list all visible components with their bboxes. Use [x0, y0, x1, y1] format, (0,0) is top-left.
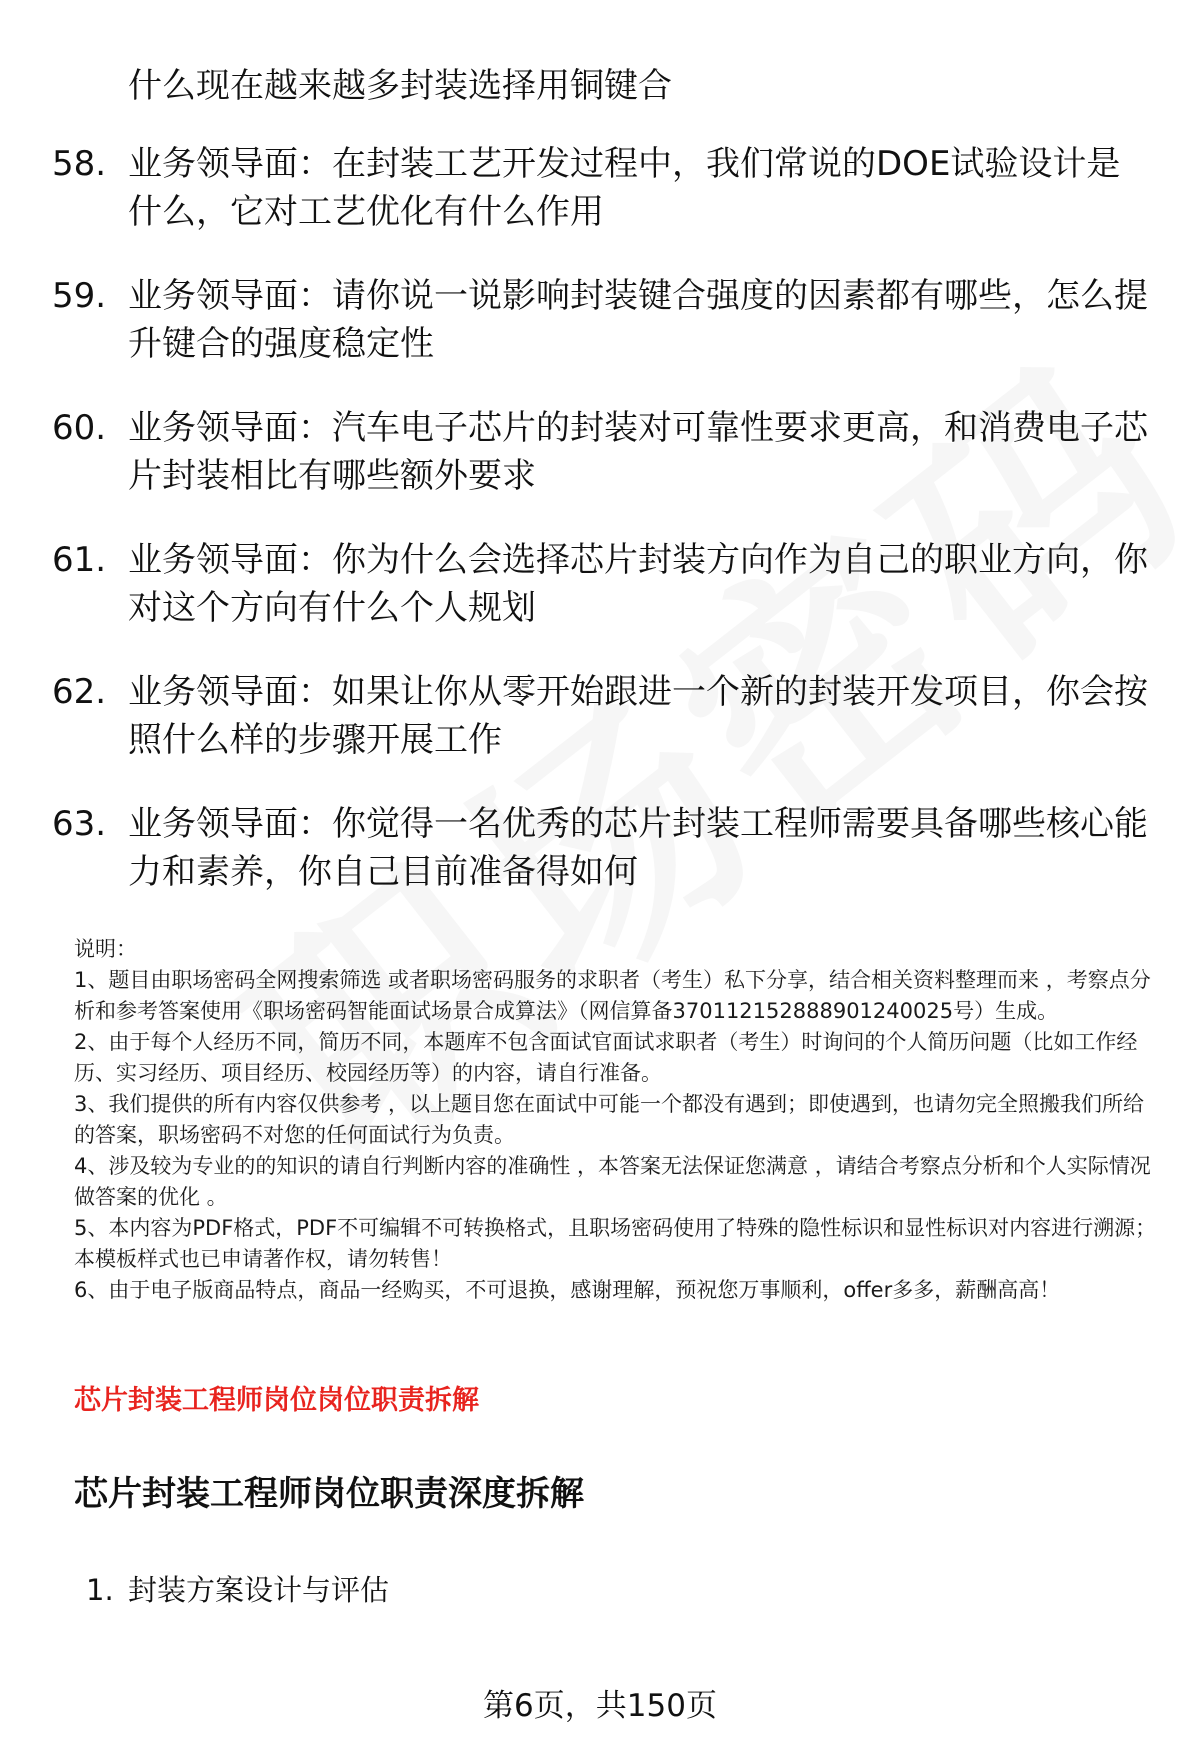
question-number: 58. [52, 144, 107, 184]
question-item [0, 536, 1200, 668]
note-item: 3、我们提供的所有内容仅供参考 ，以上题目您在面试中可能一个都没有遇到；即使遇到，也请勿完全照搬我们所给的答案，职场密码不对您的任何面试行为负责。 [74, 1092, 1145, 1147]
responsibility-list-item [86, 1568, 389, 1609]
question-item [0, 668, 1200, 800]
section-subheading: 芯片封装工程师岗位职责深度拆解 [74, 1474, 584, 1514]
question-item [0, 800, 1200, 932]
question-number: 60. [52, 408, 107, 448]
question-number: 62. [52, 672, 107, 712]
question-number: 63. [52, 804, 107, 844]
question-text: 业务领导面：在封装工艺开发过程中，我们常说的DOE试验设计是什么，它对工艺优化有什么作用 [128, 144, 1121, 232]
note-item: 4、涉及较为专业的的知识的请自行判断内容的准确性 ，本答案无法保证您满意 ，请结合考察点分析和个人实际情况做答案的优化 。 [74, 1154, 1151, 1209]
disclaimer-notes [74, 934, 1164, 1306]
question-number: 61. [52, 540, 107, 580]
note-item: 5、本内容为PDF格式，PDF不可编辑不可转换格式，且职场密码使用了特殊的隐性标识和显性标识对内容进行溯源；本模板样式也已申请著作权，请勿转售！ [74, 1216, 1157, 1271]
section-heading-red: 芯片封装工程师岗位岗位职责拆解 [74, 1385, 479, 1416]
question-text: 业务领导面：请你说一说影响封装键合强度的因素都有哪些，怎么提升键合的强度稳定性 [128, 276, 1148, 364]
question-text: 业务领导面：你为什么会选择芯片封装方向作为自己的职业方向，你对这个方向有什么个人规划 [128, 540, 1148, 628]
question-item [0, 140, 1200, 272]
question-item [0, 272, 1200, 404]
question-text: 业务领导面：汽车电子芯片的封装对可靠性要求更高，和消费电子芯片封装相比有哪些额外要求 [128, 408, 1148, 496]
question-item [0, 404, 1200, 536]
question-text: 业务领导面：你觉得一名优秀的芯片封装工程师需要具备哪些核心能力和素养，你自己目前准备得如何 [128, 804, 1148, 892]
page-footer: 第6页，共150页 [483, 1688, 717, 1724]
note-item: 1、题目由职场密码全网搜索筛选 或者职场密码服务的求职者（考生）私下分享，结合相关资料整理而来 ，考察点分析和参考答案使用《职场密码智能面试场景合成算法》（网信算备370112152888901240025号）生成。 [74, 968, 1151, 1023]
note-item: 6、由于电子版商品特点，商品一经购买，不可退换，感谢理解，预祝您万事顺利，offer多多，薪酬高高！ [74, 1278, 1061, 1302]
note-item: 2、由于每个人经历不同，简历不同，本题库不包含面试官面试求职者（考生）时询问的个人简历问题（比如工作经历、实习经历、项目经历、校园经历等）的内容，请自行准备。 [74, 1030, 1138, 1085]
question-number: 59. [52, 276, 107, 316]
notes-title: 说明： [74, 937, 137, 961]
question-continuation: 什么现在越来越多封装选择用铜键合 [128, 66, 672, 106]
question-list [0, 140, 1200, 932]
list-item-text: 封装方案设计与评估 [128, 1573, 390, 1607]
question-text: 业务领导面：如果让你从零开始跟进一个新的封装开发项目，你会按照什么样的步骤开展工作 [128, 672, 1148, 760]
list-item-number: 1. [86, 1573, 114, 1607]
